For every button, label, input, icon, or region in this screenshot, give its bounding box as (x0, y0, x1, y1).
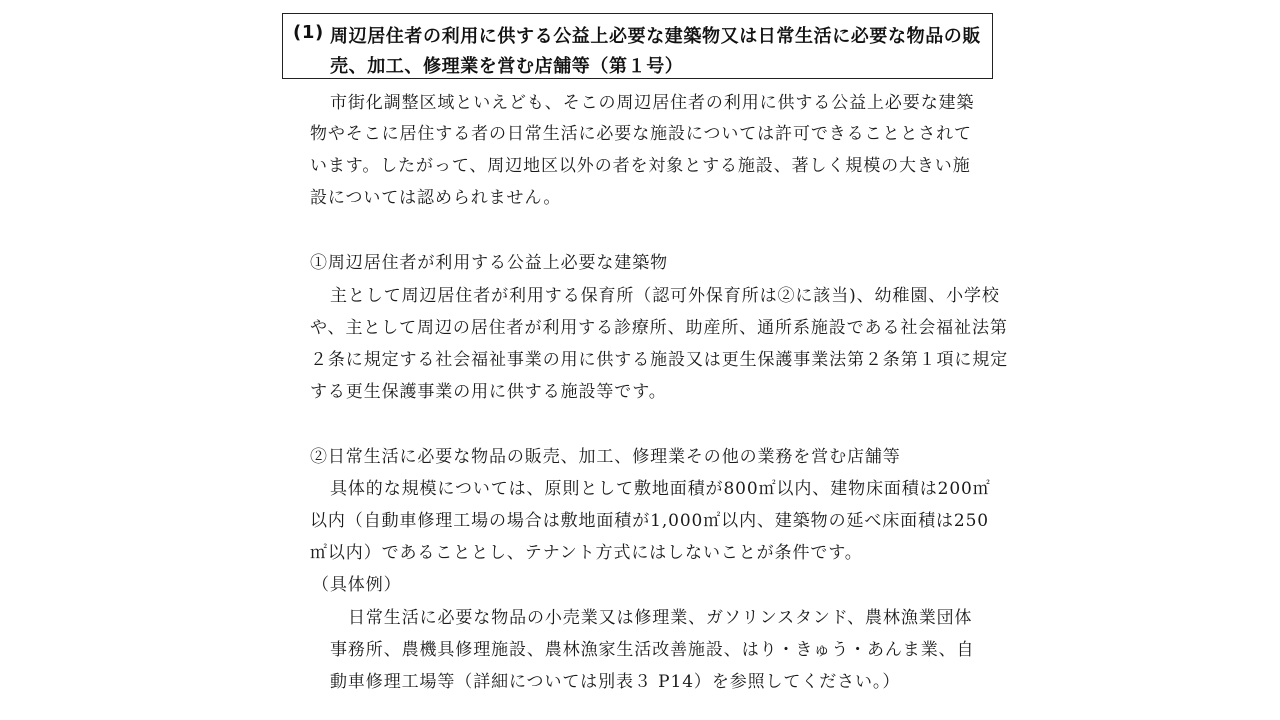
section-title-line-1: 周辺居住者の利用に供する公益上必要な建築物又は日常生活に必要な物品の販 (330, 26, 981, 47)
section-2-heading: ②日常生活に必要な物品の販売、加工、修理業その他の業務を営む店舗等 (310, 447, 901, 467)
section-1-line-1: 主として周辺居住者が利用する保育所（認可外保育所は②に該当)、幼稚園、小学校 (330, 286, 1000, 306)
section-2-line-1: 具体的な規模については、原則として敷地面積が800㎡以内、建物床面積は200㎡ (330, 479, 991, 499)
example-label: （具体例） (312, 575, 402, 595)
example-line-2: 事務所、農機具修理施設、農林漁家生活改善施設、はり・きゅう・あんま業、自 (330, 640, 975, 660)
example-line-1: 日常生活に必要な物品の小売業又は修理業、ガソリンスタンド、農林漁業団体 (348, 608, 973, 628)
section-number: (1) (293, 22, 324, 43)
intro-line-3: います。したがって、周辺地区以外の者を対象とする施設、著しく規模の大きい施 (310, 156, 971, 176)
section-1-heading: ①周辺居住者が利用する公益上必要な建築物 (310, 253, 668, 273)
example-line-3: 動車修理工場等（詳細については別表３ P14）を参照してください。） (330, 672, 901, 692)
section-1-line-2: や、主として周辺の居住者が利用する診療所、助産所、通所系施設である社会福祉法第 (310, 318, 1008, 338)
section-title-line-2: 売、加工、修理業を営む店舗等（第１号） (330, 56, 684, 77)
section-title-box (282, 13, 993, 79)
section-2-line-2: 以内（自動車修理工場の場合は敷地面積が1,000㎡以内、建築物の延べ床面積は250 (310, 511, 990, 531)
section-1-line-3: ２条に規定する社会福祉事業の用に供する施設又は更生保護事業法第２条第１項に規定 (310, 350, 1009, 370)
intro-line-1: 市街化調整区域といえども、そこの周辺居住者の利用に供する公益上必要な建築 (330, 93, 975, 113)
intro-line-2: 物やそこに居住する者の日常生活に必要な施設については許可できることとされて (310, 124, 972, 144)
intro-line-4: 設については認められません。 (310, 188, 562, 208)
section-2-line-3: ㎡以内）であることとし、テナント方式にはしないことが条件です。 (310, 543, 863, 563)
section-1-line-4: する更生保護事業の用に供する施設等です。 (310, 382, 667, 402)
